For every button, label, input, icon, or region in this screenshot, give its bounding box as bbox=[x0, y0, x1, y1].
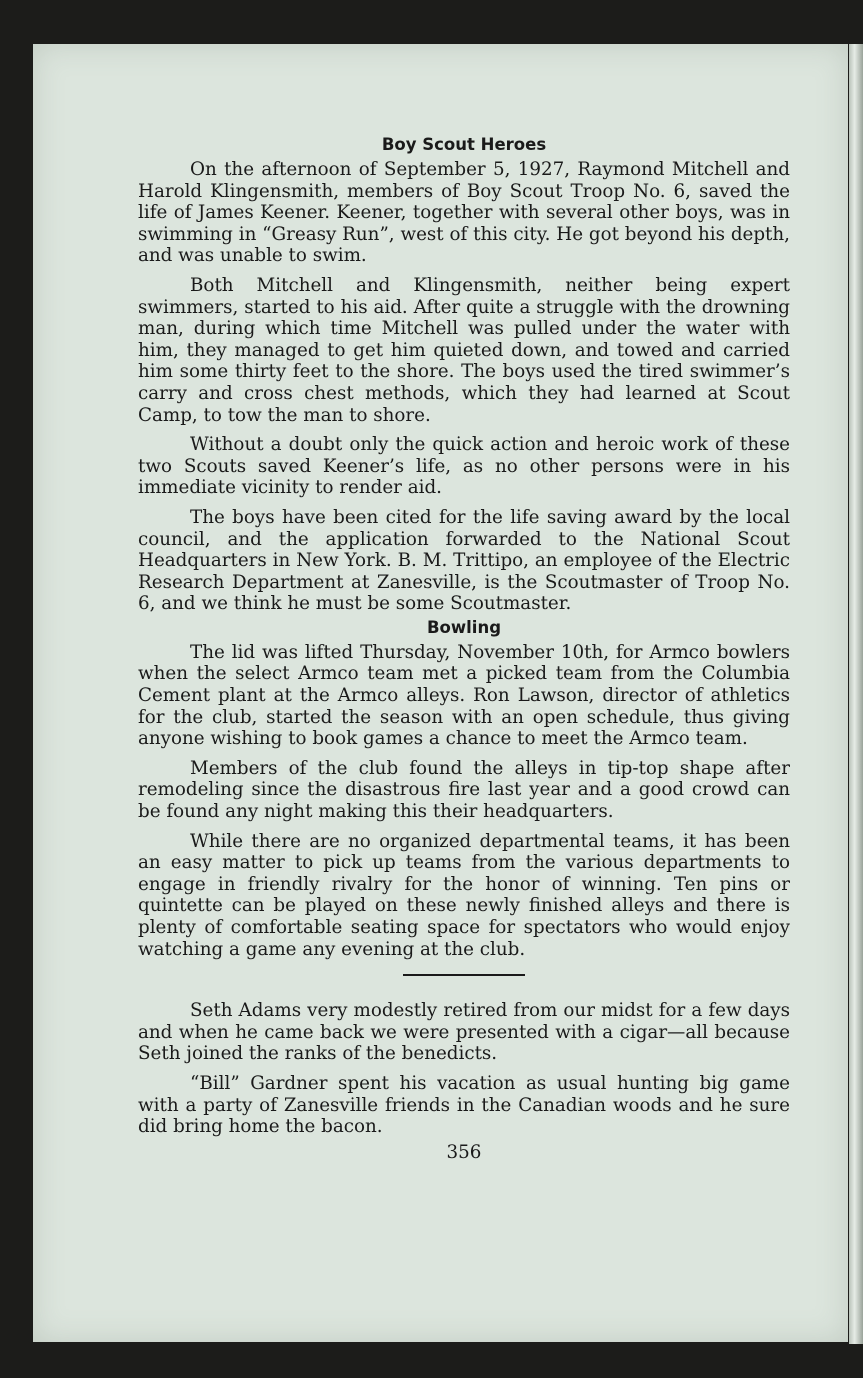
article1-paragraph-3: Without a doubt only the quick action and heroic work of these two Scouts saved Keener’s life, as no other persons were in his immediate vicinity to render aid. bbox=[138, 434, 790, 499]
article1-paragraph-1: On the afternoon of September 5, 1927, Raymond Mitchell and Harold Klingensmith, members of Boy Scout Troop No. 6, saved the life of James Keener. Keener, together with several other boys, was in swimming in “Greasy Run”, west of this city. He got beyond his depth, and was unable to swim. bbox=[138, 159, 790, 267]
page-number: 356 bbox=[446, 1141, 482, 1163]
section-divider bbox=[403, 974, 525, 976]
page-edge bbox=[849, 44, 863, 1344]
article1-paragraph-2: Both Mitchell and Klingensmith, neither being expert swimmers, started to his aid. After quite a struggle with the drowning man, during which time Mitchell was pulled under the water with him, they managed to get him quieted down, and towed and carried him some thirty feet to the shore. The boys used the tired swimmer’s carry and cross chest methods, which they had learned at Scout Camp, to tow the man to shore. bbox=[138, 274, 790, 426]
article2-paragraph-1: The lid was lifted Thursday, November 10th, for Armco bowlers when the select Armco team met a picked team from the Columbia Cement plant at the Armco alleys. Ron Lawson, director of athletics for the club, started the season with an open schedule, thus giving anyone wishing to book games a chance to meet the Armco team. bbox=[138, 641, 790, 750]
article-title-boy-scout-heroes: Boy Scout Heroes bbox=[381, 135, 547, 154]
article-title-bowling: Bowling bbox=[426, 617, 502, 637]
note-paragraph-1: Seth Adams very modestly retired from our midst for a few days and when he came back we were presented with a cigar—all because Seth joined the ranks of the benedicts. bbox=[138, 1000, 790, 1065]
article2-paragraph-2: Members of the club found the alleys in tip-top shape after remodeling since the disastrous fire last year and a good crowd can be found any night making this their headquarters. bbox=[138, 757, 790, 823]
note-paragraph-2: “Bill” Gardner spent his vacation as usual hunting big game with a party of Zanesville friends in the Canadian woods and he sure did bring home the bacon. bbox=[138, 1072, 790, 1138]
article1-paragraph-4: The boys have been cited for the life saving award by the local council, and the application forwarded to the National Scout Headquarters in New York. B. M. Trittipo, an employee of the Electric Research Department at Zanesville, is the Scoutmaster of Troop No. 6, and we think he must be some Scoutmaster. bbox=[138, 506, 790, 615]
article2-paragraph-3: While there are no organized departmental teams, it has been an easy matter to pick up teams from the various departments to engage in friendly rivalry for the honor of winning. Ten pins or quintette can be played on these newly finished alleys and there is plenty of comfortable seating space for spectators who would enjoy watching a game any evening at the club. bbox=[138, 830, 790, 960]
page-content bbox=[138, 134, 790, 1163]
